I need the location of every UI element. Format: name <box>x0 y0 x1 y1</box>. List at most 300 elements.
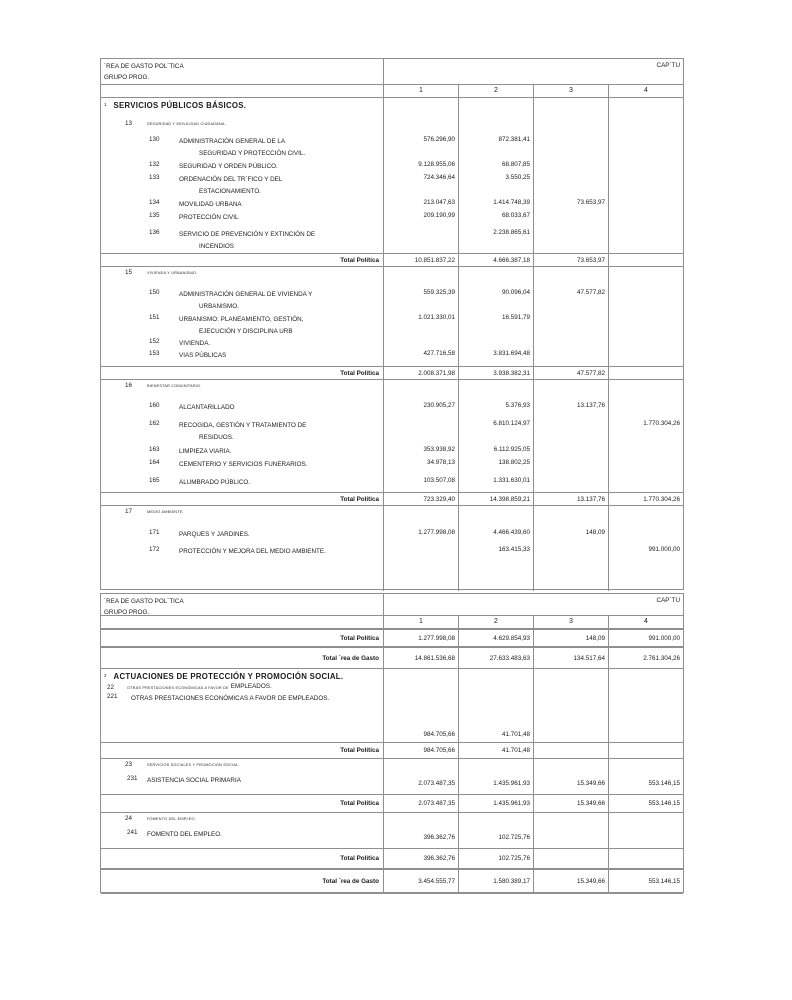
header-title <box>101 59 383 84</box>
group-label <box>179 314 303 336</box>
value-cell <box>458 703 533 729</box>
group-code: 151 <box>149 314 160 321</box>
value-cell: 13.137,76 <box>533 493 608 505</box>
value-cell: 14.398.859,21 <box>458 493 533 505</box>
policy-title: OTRAS PRESTACIONES ECONÓMICAS A FAVOR DE <box>127 686 229 690</box>
value-cell <box>533 544 608 561</box>
group-label-cell <box>101 134 383 159</box>
group-label-line: ORDENACIÓN DEL TR´FICO Y DEL <box>179 176 283 183</box>
group-row <box>101 197 683 210</box>
group-row <box>101 827 683 848</box>
value-cell <box>533 418 608 444</box>
value-cell: 68.033,67 <box>458 210 533 227</box>
group-label-line: ALUMBRADO PÚBLICO. <box>179 479 251 486</box>
value-cell <box>458 682 533 691</box>
group-label-cell <box>101 527 383 544</box>
group-code: 153 <box>149 350 160 357</box>
value-cell: 148,09 <box>533 630 608 646</box>
policy-code: 15 <box>125 269 133 276</box>
value-cell: 3.831.694,48 <box>458 348 533 366</box>
value-cell: 103.507,08 <box>383 475 458 492</box>
group-label <box>179 174 282 197</box>
table-header <box>101 594 683 616</box>
group-code: 150 <box>149 289 160 296</box>
value-cell <box>533 475 608 492</box>
value-cell: 68.807,85 <box>458 159 533 172</box>
value-cell <box>458 691 533 703</box>
group-code: 241 <box>127 829 138 836</box>
values-row <box>101 729 683 742</box>
group-label-cell <box>101 457 383 475</box>
total-politica-label: Total Política <box>340 747 379 754</box>
group-code: 152 <box>149 338 160 345</box>
value-cell: 553.146,15 <box>608 870 683 893</box>
group-code: 164 <box>149 459 160 466</box>
group-label <box>147 829 222 848</box>
policy-code: 17 <box>125 508 133 515</box>
policy-label-cell <box>101 380 383 400</box>
group-row <box>101 418 683 444</box>
value-cell <box>608 134 683 159</box>
value-cell <box>533 743 608 758</box>
group-label-line: URBANISMO: PLANEAMIENTO, GESTIÓN, <box>179 316 304 323</box>
group-row <box>101 544 683 561</box>
group-label-cell <box>101 418 383 444</box>
group-label <box>179 546 326 561</box>
spacer-cell <box>101 561 383 591</box>
value-cell: 15.349,66 <box>533 773 608 794</box>
group-code: 134 <box>149 199 160 206</box>
total-row <box>101 492 683 506</box>
value-cell <box>533 669 608 682</box>
policy-code: 13 <box>125 120 133 127</box>
value-cell: 559.325,39 <box>383 287 458 312</box>
total-row <box>101 794 683 813</box>
value-cell <box>533 134 608 159</box>
group-label-cell <box>101 172 383 197</box>
value-cell <box>608 210 683 227</box>
value-cell <box>383 506 458 527</box>
policy-row <box>101 506 683 527</box>
value-cell: 138.802,25 <box>458 457 533 475</box>
value-cell: 102.725,76 <box>458 827 533 848</box>
group-row <box>101 210 683 227</box>
value-cell <box>608 729 683 742</box>
value-cell <box>383 267 458 287</box>
value-cell <box>608 197 683 210</box>
value-cell <box>608 743 683 758</box>
value-cell <box>458 759 533 773</box>
group-row <box>101 227 683 253</box>
group-row <box>101 348 683 366</box>
budget-table-page-2 <box>100 593 684 893</box>
value-cell <box>458 506 533 527</box>
value-cell: 1.277.998,08 <box>383 630 458 646</box>
value-cell: 47.577,82 <box>533 287 608 312</box>
value-cell: 15.349,66 <box>533 870 608 893</box>
group-label-line: INCENDIOS <box>199 243 234 250</box>
total-row <box>101 629 683 647</box>
group-label-cell <box>101 827 383 848</box>
policy-code: 24 <box>125 815 133 822</box>
value-cell <box>608 312 683 336</box>
policy-title: BIENESTAR COMUNITARIO. <box>147 384 202 388</box>
value-cell <box>608 267 683 287</box>
total-politica-label: Total Política <box>340 495 379 503</box>
value-cell <box>608 98 683 118</box>
group-label <box>179 136 305 159</box>
group-label-line: SEGURIDAD Y PROTECCIÓN CIVIL. <box>199 150 306 157</box>
policy-code: 22 <box>107 684 115 691</box>
group-label-cell <box>101 210 383 227</box>
value-cell <box>608 367 683 379</box>
policy-row <box>101 267 683 287</box>
total-row <box>101 366 683 380</box>
value-cell <box>383 98 458 118</box>
group-label <box>179 420 306 444</box>
value-cell <box>533 729 608 742</box>
group-label <box>179 459 307 475</box>
group-row <box>101 134 683 159</box>
policy-title: VIVIENDA Y URBANISMO. <box>147 271 198 275</box>
group-code: 132 <box>149 161 160 168</box>
group-label <box>147 775 241 794</box>
value-cell <box>533 682 608 691</box>
column-header: 3 <box>533 85 608 97</box>
group-code: 133 <box>149 174 160 181</box>
group-row <box>101 691 683 703</box>
column-header: 2 <box>458 85 533 97</box>
policy-row <box>101 813 683 827</box>
value-cell <box>608 759 683 773</box>
section-label-cell <box>101 98 383 118</box>
group-label <box>179 338 210 348</box>
value-cell <box>458 336 533 348</box>
group-label-line: VIVIENDA. <box>179 340 211 347</box>
group-code: 136 <box>149 229 160 236</box>
policy-title: FOMENTO DEL EMPLEO. <box>147 817 196 821</box>
value-cell: 102.725,76 <box>458 849 533 868</box>
value-cell <box>533 703 608 729</box>
value-cell <box>608 561 683 591</box>
policy-label-cell <box>101 506 383 527</box>
value-cell: 134.517,64 <box>533 648 608 668</box>
value-cell <box>383 682 458 691</box>
total-row <box>101 742 683 759</box>
header-capitulo-label: CAP´TU <box>383 59 683 84</box>
section-label-cell <box>101 669 383 682</box>
header-title-line1: ´REA DE GASTO POL´TICA <box>104 598 184 605</box>
value-cell: 724.346,64 <box>383 172 458 197</box>
value-cell: 2.073.487,35 <box>383 773 458 794</box>
group-code: 231 <box>127 775 138 782</box>
value-cell: 1.331.630,01 <box>458 475 533 492</box>
total-politica-label: Total Política <box>340 634 379 642</box>
value-cell <box>608 380 683 400</box>
value-cell <box>533 849 608 868</box>
value-cell: 41.701,48 <box>458 743 533 758</box>
value-cell <box>533 98 608 118</box>
group-label-cell <box>101 475 383 492</box>
value-cell: 3.454.555,77 <box>383 870 458 893</box>
value-cell: 9.128.955,06 <box>383 159 458 172</box>
group-code: 163 <box>149 446 160 453</box>
value-cell: 396.362,76 <box>383 849 458 868</box>
group-label-line: PROTECCIÓN CIVIL <box>179 214 239 221</box>
policy-row <box>101 118 683 134</box>
group-label-line: OTRAS PRESTACIONES ECONÓMICAS A FAVOR DE EMPLEADOS. <box>131 695 330 702</box>
value-cell <box>608 691 683 703</box>
group-label <box>179 229 315 253</box>
value-cell: 1.277.998,08 <box>383 527 458 544</box>
spacer-row <box>101 703 683 729</box>
group-label-line: SEGURIDAD Y ORDEN PÚBLICO. <box>179 163 278 170</box>
value-cell: 230.905,27 <box>383 400 458 418</box>
policy-row <box>101 380 683 400</box>
column-header: 4 <box>608 616 683 628</box>
column-header: 3 <box>533 616 608 628</box>
group-label <box>179 212 238 227</box>
total-politica-label: Total Política <box>340 800 379 807</box>
value-cell <box>533 759 608 773</box>
group-code: 165 <box>149 477 160 484</box>
row-label-column-spacer <box>101 616 383 628</box>
group-label-line: LIMPIEZA VIARIA. <box>179 448 232 455</box>
group-label <box>131 693 329 703</box>
column-header: 4 <box>608 85 683 97</box>
group-label-line: SERVICIO DE PREVENCIÓN Y EXTINCIÓN DE <box>179 231 316 238</box>
group-label-line: FOMENTO DEL EMPLEO. <box>147 831 222 838</box>
value-cell: 553.146,15 <box>608 795 683 812</box>
group-label-cell <box>101 348 383 366</box>
header-title-line2: GRUPO PROG. <box>104 608 150 616</box>
value-cell: 148,09 <box>533 527 608 544</box>
value-cell <box>383 380 458 400</box>
header-title-line2: GRUPO PROG. <box>104 73 150 81</box>
group-code: 171 <box>149 529 160 536</box>
value-cell: 4.666.387,18 <box>458 254 533 266</box>
value-cell: 4.466.439,60 <box>458 527 533 544</box>
value-cell: 47.577,82 <box>533 367 608 379</box>
value-cell <box>533 227 608 253</box>
value-cell: 5.376,93 <box>458 400 533 418</box>
budget-table-page-1 <box>100 58 684 590</box>
value-cell: 4.629.854,93 <box>458 630 533 646</box>
value-cell: 73.653,97 <box>533 254 608 266</box>
total-area-label: Total ´rea de Gasto <box>322 654 379 662</box>
group-label-cell <box>101 544 383 561</box>
policy-label-cell <box>101 267 383 287</box>
value-cell <box>608 400 683 418</box>
value-cell <box>458 561 533 591</box>
group-row <box>101 527 683 544</box>
policy-label-cell <box>101 118 383 134</box>
group-label-cell <box>101 691 383 703</box>
value-cell <box>533 210 608 227</box>
group-code: 221 <box>107 693 118 700</box>
policy-title: SERVICIOS SOCIALES Y PROMOCIÓN SOCIAL. <box>147 763 240 767</box>
value-cell: 991.000,00 <box>608 544 683 561</box>
value-cell: 984.705,66 <box>383 743 458 758</box>
value-cell: 2.008.371,98 <box>383 367 458 379</box>
policy-title: MEDIO AMBIENTE. <box>147 510 184 514</box>
value-cell <box>383 418 458 444</box>
value-cell: 984.705,66 <box>383 729 458 742</box>
group-label-line: ASISTENCIA SOCIAL PRIMARIA <box>147 777 241 784</box>
header-capitulo-label: CAP´TU <box>383 594 683 618</box>
value-cell <box>458 118 533 134</box>
value-cell: 213.047,63 <box>383 197 458 210</box>
value-cell: 3.938.382,31 <box>458 367 533 379</box>
policy-code: 23 <box>125 761 133 768</box>
value-cell: 427.716,58 <box>383 348 458 366</box>
value-cell <box>383 813 458 827</box>
total-row <box>101 253 683 267</box>
value-cell <box>533 312 608 336</box>
group-label-line: RESIDUOS. <box>199 434 234 441</box>
value-cell <box>533 691 608 703</box>
value-cell <box>533 813 608 827</box>
group-code: 160 <box>149 402 160 409</box>
value-cell <box>533 457 608 475</box>
value-cell: 2.761.304,26 <box>608 648 683 668</box>
total-politica-label: Total Política <box>340 855 379 862</box>
value-cell: 2.238.865,61 <box>458 227 533 253</box>
value-cell <box>608 703 683 729</box>
group-label <box>179 161 278 172</box>
value-cell: 1.580.389,17 <box>458 870 533 893</box>
policy-row <box>101 682 683 691</box>
total-politica-label: Total Política <box>340 256 379 264</box>
group-row <box>101 159 683 172</box>
group-label <box>179 289 312 312</box>
section-title: ACTUACIONES DE PROTECCIÓN Y PROMOCIÓN SOCIAL. <box>113 672 344 681</box>
value-cell: 41.701,48 <box>458 729 533 742</box>
group-row <box>101 400 683 418</box>
group-row <box>101 773 683 794</box>
value-cell <box>608 287 683 312</box>
empty-label-cell <box>101 729 383 742</box>
table-header <box>101 59 683 85</box>
policy-row <box>101 759 683 773</box>
group-row <box>101 287 683 312</box>
group-label <box>179 446 232 457</box>
group-label-line: PROTECCIÓN Y MEJORA DEL MEDIO AMBIENTE. <box>179 548 326 555</box>
group-label-line: ADMINISTRACIÓN GENERAL DE VIVIENDA Y <box>179 291 313 298</box>
group-label-line: ADMINISTRACIÓN GENERAL DE LA <box>179 138 286 145</box>
policy-title-suffix: EMPLEADOS. <box>230 683 272 690</box>
policy-label-cell <box>101 759 383 773</box>
group-row <box>101 172 683 197</box>
group-row <box>101 444 683 457</box>
value-cell <box>608 475 683 492</box>
section-number: 2 <box>104 673 107 678</box>
value-cell: 1.021.330,01 <box>383 312 458 336</box>
value-cell: 3.550,25 <box>458 172 533 197</box>
group-code: 135 <box>149 212 160 219</box>
policy-label-cell <box>101 813 383 827</box>
value-cell <box>458 267 533 287</box>
value-cell: 90.096,04 <box>458 287 533 312</box>
value-cell <box>533 380 608 400</box>
column-headers <box>101 85 683 98</box>
value-cell <box>608 159 683 172</box>
value-cell: 1.435.961,93 <box>458 773 533 794</box>
value-cell: 34.978,13 <box>383 457 458 475</box>
policy-code: 16 <box>125 382 133 389</box>
value-cell <box>383 118 458 134</box>
column-headers <box>101 616 683 629</box>
value-cell <box>608 682 683 691</box>
value-cell <box>608 254 683 266</box>
group-label-line: ALCANTARILLADO <box>179 404 235 411</box>
value-cell <box>608 336 683 348</box>
value-cell <box>608 172 683 197</box>
value-cell: 10.851.837,22 <box>383 254 458 266</box>
value-cell: 13.137,76 <box>533 400 608 418</box>
value-cell <box>533 827 608 848</box>
group-label-line: RECOGIDA, GESTIÓN Y TRATAMIENTO DE <box>179 422 307 429</box>
value-cell <box>533 444 608 457</box>
value-cell <box>608 527 683 544</box>
section-number: 1 <box>104 102 107 107</box>
value-cell <box>608 813 683 827</box>
value-cell <box>608 849 683 868</box>
group-label-cell <box>101 400 383 418</box>
section-row <box>101 669 683 682</box>
total-area-label: Total ´rea de Gasto <box>322 878 379 885</box>
group-label <box>179 402 235 418</box>
value-cell: 1.414.748,39 <box>458 197 533 210</box>
value-cell <box>383 669 458 682</box>
group-label-cell <box>101 336 383 348</box>
spacer-row <box>101 561 683 591</box>
value-cell <box>533 348 608 366</box>
value-cell <box>383 544 458 561</box>
group-label-cell <box>101 312 383 336</box>
group-label-cell <box>101 287 383 312</box>
value-cell <box>383 336 458 348</box>
value-cell: 872.381,41 <box>458 134 533 159</box>
value-cell: 1.770.304,26 <box>608 418 683 444</box>
group-row <box>101 457 683 475</box>
grand-row <box>101 869 683 894</box>
value-cell: 209.190,99 <box>383 210 458 227</box>
value-cell <box>383 561 458 591</box>
group-label-line: ESTACIONAMIENTO. <box>199 188 262 195</box>
group-label-cell <box>101 159 383 172</box>
value-cell <box>608 669 683 682</box>
value-cell <box>608 227 683 253</box>
policy-title: SEGURIDAD Y MOVILIDAD CIUDADANA. <box>147 122 226 126</box>
value-cell <box>608 348 683 366</box>
value-cell <box>458 380 533 400</box>
group-row <box>101 475 683 492</box>
value-cell <box>458 669 533 682</box>
value-cell: 6.810.124,97 <box>458 418 533 444</box>
group-label-line: PARQUES Y JARDINES. <box>179 531 250 538</box>
value-cell: 553.146,15 <box>608 773 683 794</box>
value-cell <box>608 457 683 475</box>
value-cell <box>383 759 458 773</box>
policy-label-cell <box>101 682 383 691</box>
group-label <box>179 529 250 544</box>
value-cell <box>533 267 608 287</box>
value-cell <box>608 118 683 134</box>
column-header: 2 <box>458 616 533 628</box>
value-cell <box>608 444 683 457</box>
value-cell <box>458 813 533 827</box>
